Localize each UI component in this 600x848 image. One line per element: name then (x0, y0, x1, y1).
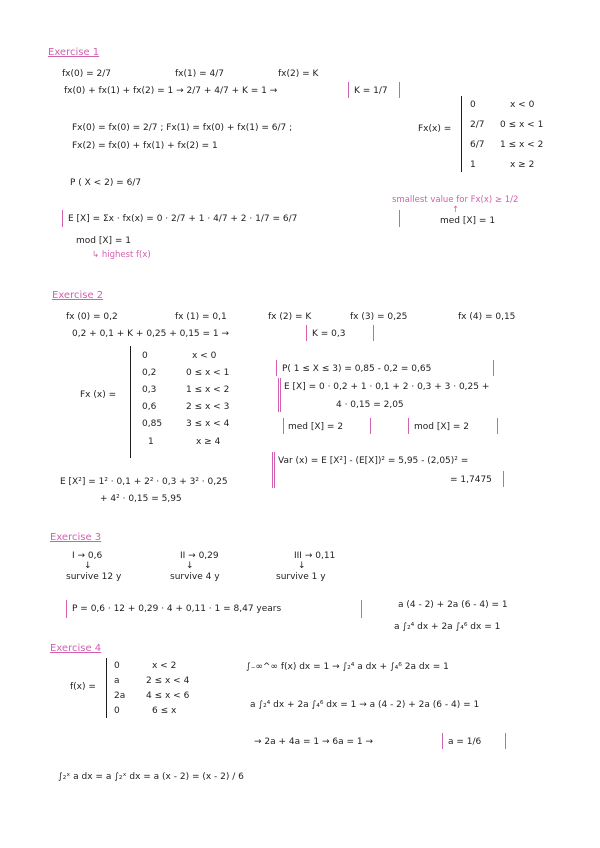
exercise-4-title: Exercise 4 (50, 643, 102, 654)
ex4-pw-cond: x < 2 (152, 661, 177, 671)
ex1-fx1: fx(1) = 4/7 (175, 69, 224, 79)
ex2-pw-cond: x < 0 (192, 351, 217, 361)
ex3-constraint-2: a ∫₂⁴ dx + 2a ∫₄⁶ dx = 1 (394, 622, 501, 632)
ex2-cdf-label: Fx (x) = (80, 390, 117, 400)
ex1-smallest-value-note: smallest value for Fx(x) ≥ 1/2 (392, 195, 519, 205)
ex1-sum-equation: fx(0) + fx(1) + fx(2) = 1 → 2/7 + 4/7 + K = 1 → (64, 86, 278, 96)
ex4-integral-split: a ∫₂⁴ dx + 2a ∫₄⁶ dx = 1 → a (4 - 2) + 2a (6 - 4) = 1 (250, 700, 480, 710)
ex1-mode: mod [X] = 1 (76, 236, 132, 246)
ex2-probability: P( 1 ≤ X ≤ 3) = 0,85 - 0,2 = 0,65 (282, 364, 432, 374)
ex1-pw-val: 2/7 (470, 120, 485, 130)
ex2-pw-val: 0,2 (142, 368, 157, 378)
ex2-k-result: K = 0,3 (312, 329, 346, 339)
ex1-probability: P ( X < 2) = 6/7 (70, 178, 142, 188)
ex1-cdf-label: Fx(x) = (418, 124, 452, 134)
ex2-pw-val: 1 (148, 437, 154, 447)
ex4-pw-val: 0 (114, 661, 120, 671)
ex1-pw-val: 6/7 (470, 140, 485, 150)
ex1-highest-note: ↳ highest f(x) (92, 250, 151, 260)
ex2-expectation-bracket (278, 378, 281, 412)
ex2-piecewise-brace (130, 346, 131, 458)
ex2-expectation: E [X] = 0 · 0,2 + 1 · 0,1 + 2 · 0,3 + 3 · 0,25 + (284, 382, 490, 392)
ex4-pw-val: 0 (114, 706, 120, 716)
ex1-fx0: fx(0) = 2/7 (62, 69, 111, 79)
ex2-pw-cond: 1 ≤ x < 2 (186, 385, 230, 395)
ex2-pmf-value: fx (2) = K (268, 312, 312, 322)
ex1-pw-cond: 0 ≤ x < 1 (500, 120, 544, 130)
ex1-pw-cond: 1 ≤ x < 2 (500, 140, 544, 150)
ex1-pw-val: 1 (470, 160, 476, 170)
ex1-cdf-values: Fx(0) = fx(0) = 2/7 ; Fx(1) = fx(0) + fx(1) = 6/7 ; (72, 123, 293, 133)
ex2-second-moment-cont: + 4² · 0,15 = 5,95 (100, 494, 182, 504)
ex3-constraint-1: a (4 - 2) + 2a (6 - 4) = 1 (398, 600, 508, 610)
ex3-group-survive: survive 1 y (276, 572, 326, 582)
ex2-pw-cond: 3 ≤ x < 4 (186, 419, 230, 429)
ex4-pw-cond: 2 ≤ x < 4 (146, 676, 190, 686)
ex4-cdf-integral: ∫₂ˣ a dx = a ∫₂ˣ dx = a (x - 2) = (x - 2) / 6 (58, 772, 244, 782)
ex4-pw-cond: 4 ≤ x < 6 (146, 691, 190, 701)
ex3-down-arrow: ↓ (298, 561, 306, 571)
ex1-k-result: K = 1/7 (354, 86, 388, 96)
ex4-pw-val: 2a (114, 691, 126, 701)
ex2-second-moment: E [X²] = 1² · 0,1 + 2² · 0,3 + 3² · 0,25 (60, 477, 228, 487)
ex1-pw-cond: x < 0 (510, 100, 535, 110)
ex2-pmf-value: fx (1) = 0,1 (175, 312, 227, 322)
ex4-pw-val: a (114, 676, 120, 686)
ex3-down-arrow: ↓ (84, 561, 92, 571)
ex4-a-result: a = 1/6 (448, 737, 482, 747)
ex2-sum-equation: 0,2 + 0,1 + K + 0,25 + 0,15 = 1 → (72, 329, 230, 339)
ex3-expectation: P = 0,6 · 12 + 0,29 · 4 + 0,11 · 1 = 8,47 years (72, 604, 282, 614)
ex2-pmf-value: fx (0) = 0,2 (66, 312, 118, 322)
ex2-median: med [X] = 2 (288, 422, 344, 432)
ex2-pw-val: 0,85 (142, 419, 163, 429)
ex1-expectation: E [X] = Σx · fx(x) = 0 · 2/7 + 1 · 4/7 + 2 · 1/7 = 6/7 (68, 214, 298, 224)
ex2-pw-cond: x ≥ 4 (196, 437, 221, 447)
exercise-1-title: Exercise 1 (48, 47, 100, 58)
ex3-group-prob: III → 0,11 (294, 551, 336, 561)
ex1-fx2: fx(2) = K (278, 69, 319, 79)
ex1-piecewise-brace (461, 96, 462, 172)
ex4-pdf-label: f(x) = (70, 682, 96, 692)
ex3-down-arrow: ↓ (186, 561, 194, 571)
ex1-pw-cond: x ≥ 2 (510, 160, 535, 170)
ex2-expectation-cont: 4 · 0,15 = 2,05 (336, 400, 404, 410)
ex1-up-arrow: ↑ (452, 205, 460, 215)
ex1-cdf-f2: Fx(2) = fx(0) + fx(1) + fx(2) = 1 (72, 141, 218, 151)
exercise-3-title: Exercise 3 (50, 532, 102, 543)
ex4-solve: → 2a + 4a = 1 → 6a = 1 → (254, 737, 374, 747)
ex4-normalization: ∫₋∞^∞ f(x) dx = 1 → ∫₂⁴ a dx + ∫₄⁶ 2a dx = 1 (246, 662, 449, 672)
ex2-pw-cond: 0 ≤ x < 1 (186, 368, 230, 378)
ex2-pmf-value: fx (3) = 0,25 (350, 312, 408, 322)
ex3-group-prob: II → 0,29 (180, 551, 219, 561)
ex2-variance: Var (x) = E [X²] - (E[X])² = 5,95 - (2,05)² = (278, 456, 469, 466)
ex1-median: med [X] = 1 (440, 216, 496, 226)
ex4-piecewise-brace (106, 658, 107, 718)
ex2-mode: mod [X] = 2 (414, 422, 470, 432)
ex3-group-survive: survive 4 y (170, 572, 220, 582)
ex4-pw-cond: 6 ≤ x (152, 706, 177, 716)
ex2-pw-val: 0,3 (142, 385, 157, 395)
ex2-variance-bracket (272, 452, 275, 488)
ex2-pmf-value: fx (4) = 0,15 (458, 312, 516, 322)
ex2-pw-val: 0 (142, 351, 148, 361)
ex2-variance-result: = 1,7475 (450, 475, 492, 485)
ex3-group-survive: survive 12 y (66, 572, 122, 582)
ex3-group-prob: I → 0,6 (72, 551, 103, 561)
ex2-pw-val: 0,6 (142, 402, 157, 412)
ex2-variance-close (503, 471, 504, 487)
ex2-pw-cond: 2 ≤ x < 3 (186, 402, 230, 412)
ex1-pw-val: 0 (470, 100, 476, 110)
exercise-2-title: Exercise 2 (52, 290, 104, 301)
